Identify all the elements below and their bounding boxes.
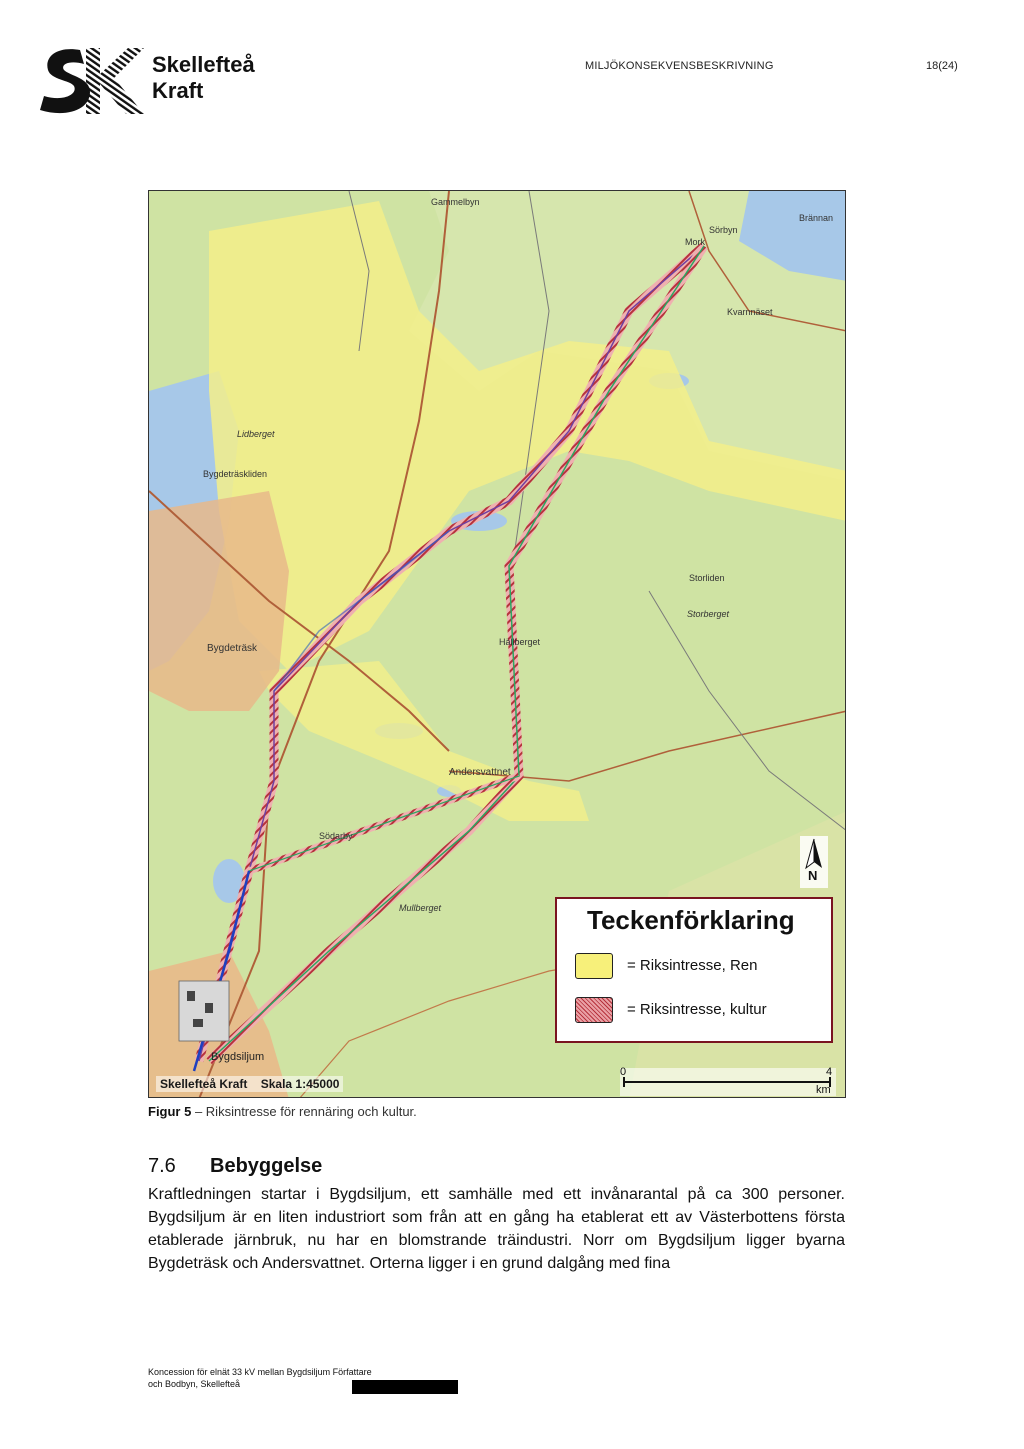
north-arrow (800, 836, 828, 888)
section-heading (148, 1155, 322, 1178)
legend-swatch-ren (575, 953, 613, 979)
legend-label-ren: = Riksintresse, Ren (627, 957, 758, 974)
brand-line-2: Kraft (152, 78, 204, 103)
figure-caption-text: – Riksintresse för rennäring och kultur. (191, 1104, 417, 1119)
legend-title: Teckenförklaring (587, 905, 795, 935)
figure-label: Figur 5 (148, 1104, 192, 1119)
place-label-mork: Mork (685, 237, 705, 247)
place-label-bygdetrask: Bygdeträsk (207, 643, 258, 654)
sk-logo-mark-icon (40, 44, 144, 116)
place-label-storliden: Storliden (689, 573, 725, 583)
map-credit (156, 1076, 343, 1092)
place-label-bygdetraskliden: Bygdeträskliden (203, 469, 268, 479)
company-logo (40, 44, 270, 120)
place-label-lidberget: Lidberget (237, 429, 275, 439)
place-label-sodarby: Södarby (319, 831, 353, 841)
redaction-bar (352, 1380, 458, 1394)
place-label-andersvattnet: Andersvattnet (449, 767, 511, 778)
section-paragraph: Kraftledningen startar i Bygdsiljum, ett samhälle med ett invånarantal på ca 300 personer. Bygdsiljum är en liten industriort som från att en gång ha etablerat ett av Västerbottens första etablerade järnbruk, nu har en blomstrande träindustri. Norr om Bygdsiljum ligger byarna Bygdeträsk och Andersvattnet. Orterna ligger i en grund dalgång med fina (148, 1186, 845, 1272)
figure-caption (148, 1104, 417, 1119)
place-label-storberget: Storberget (687, 609, 730, 619)
place-label-brannan: Brännan (799, 213, 834, 223)
scale-end: 4 (826, 1066, 833, 1078)
place-label-sorbyn: Sörbyn (709, 225, 738, 235)
footer-line-1: Koncession för elnät 33 kV mellan Bygdsiljum Författare (148, 1367, 372, 1377)
scale-bar (620, 1068, 836, 1096)
place-label-mullberget: Mullberget (399, 903, 442, 913)
scale-start: 0 (620, 1066, 627, 1078)
page-footer (148, 1366, 372, 1390)
place-label-bygdsiljum: Bygdsiljum (211, 1051, 265, 1063)
brand-line-1: Skellefteå (152, 52, 255, 77)
place-label-kvarnnaset: Kvarnnäset (727, 307, 773, 317)
page-number: 18(24) (926, 60, 958, 72)
map-scale: Skala 1:45000 (260, 1077, 340, 1091)
document-title: MILJÖKONSEKVENSBESKRIVNING (585, 60, 774, 72)
map-credit-name: Skellefteå Kraft (160, 1077, 248, 1091)
section-title: Bebyggelse (210, 1155, 323, 1177)
map-legend (555, 897, 833, 1043)
legend-label-kultur: = Riksintresse, kultur (627, 1001, 767, 1018)
section-body (148, 1183, 845, 1275)
scale-unit: km (816, 1084, 831, 1096)
place-label-gammelbyn: Gammelbyn (431, 197, 480, 207)
north-label: N (808, 868, 818, 883)
place-label-hallberget: Hällberget (499, 637, 541, 647)
brand-name (152, 52, 255, 104)
section-number: 7.6 (148, 1155, 176, 1177)
footer-line-2: och Bodbyn, Skellefteå (148, 1379, 241, 1389)
legend-swatch-kultur (575, 997, 613, 1023)
